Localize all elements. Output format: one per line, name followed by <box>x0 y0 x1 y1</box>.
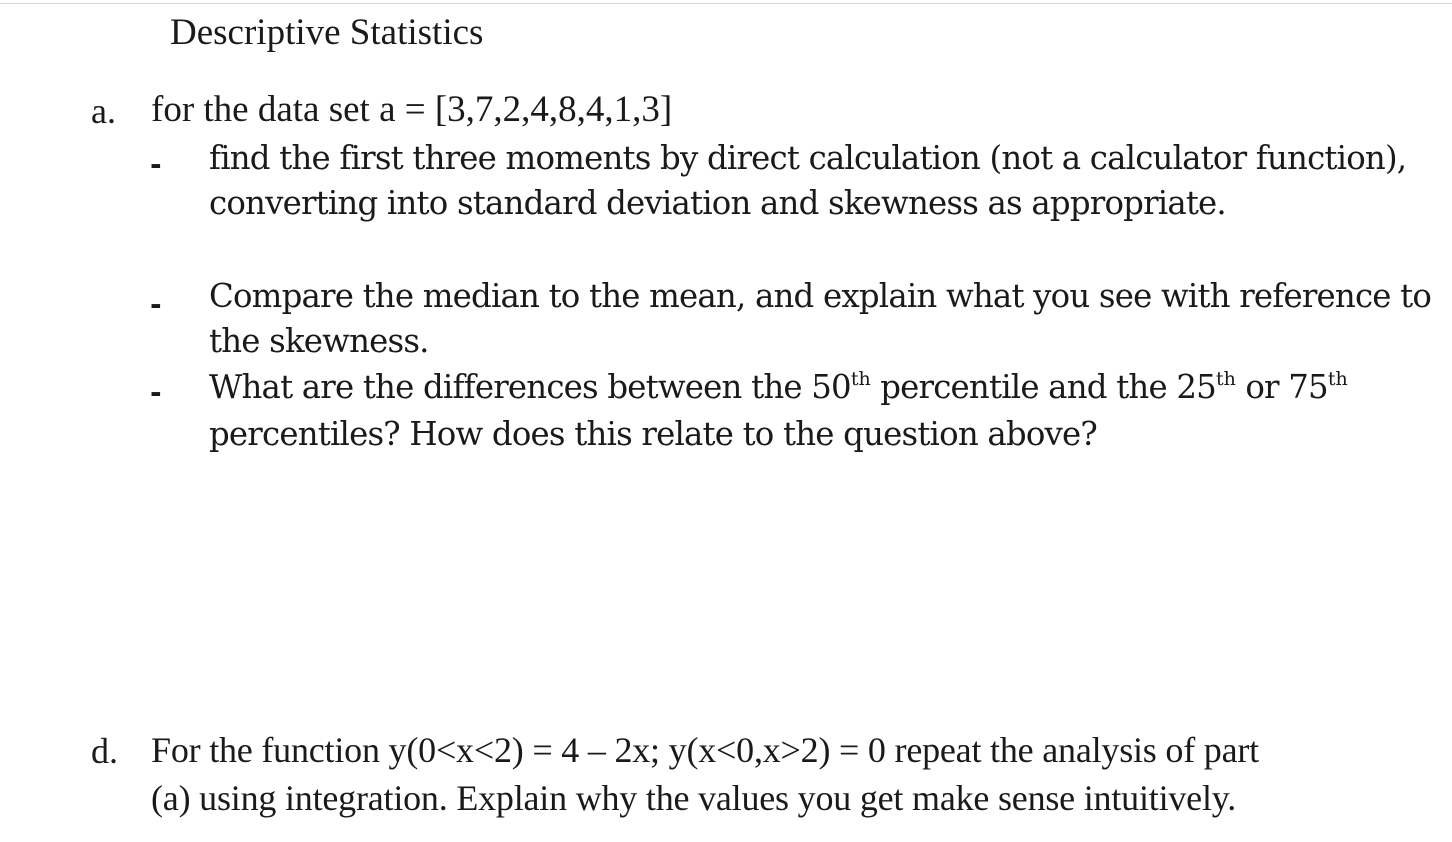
question-a-marker: a. <box>91 91 116 131</box>
bullet-text-median: Compare the median to the mean, and explain what you see with reference to the skewness. <box>209 277 1432 360</box>
bullet-text-moments: find the first three moments by direct calculation (not a calculator function), converting into standard deviation and skewness as appropriate. <box>209 139 1407 222</box>
document-title: Descriptive Statistics <box>170 12 484 53</box>
bullet-dash: - <box>150 376 162 409</box>
question-d-line-1: For the function y(0<x<2) = 4 – 2x; y(x<0,x>2) = 0 repeat the analysis of part <box>151 730 1259 770</box>
ordinal-superscript: th <box>1215 368 1236 390</box>
percentile-text-part: What are the differences between the 50 <box>209 368 851 406</box>
question-d-marker: d. <box>91 731 118 771</box>
ordinal-superscript: th <box>850 368 871 390</box>
question-d-line-2: (a) using integration. Explain why the values you get make sense intuitively. <box>151 778 1237 818</box>
percentile-text-part: percentile and the 25 <box>870 368 1216 406</box>
percentile-text-part: percentiles? How does this relate to the question above? <box>209 415 1097 453</box>
question-a-text: for the data set a = [3,7,2,4,8,4,1,3] <box>151 89 673 130</box>
bullet-text-percentiles <box>209 364 1439 458</box>
top-divider <box>0 3 1452 4</box>
percentile-text-part: or 75 <box>1235 368 1328 406</box>
ordinal-superscript: th <box>1327 368 1348 390</box>
bullet-dash: - <box>150 288 162 321</box>
bullet-dash: - <box>150 148 162 181</box>
